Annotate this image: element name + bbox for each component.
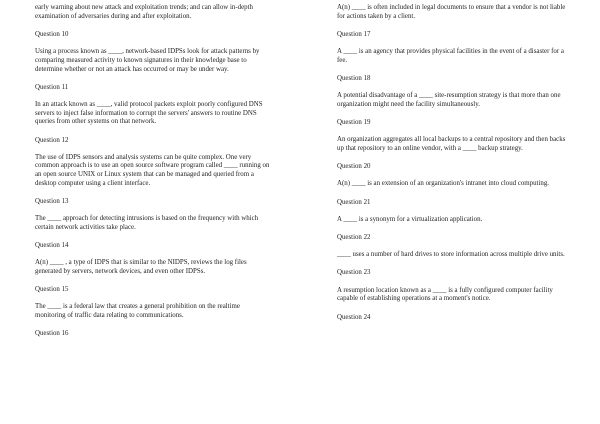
question-17-text: A ____ is an agency that provides physical facilities in the event of a disaster for a fee.: [337, 48, 564, 64]
question-14-heading: Question 14: [35, 242, 69, 250]
question-18-text: A potential disadvantage of a ____ site-resumption strategy is that more than one organization might need the facility simultaneously.: [337, 92, 561, 108]
question-11-heading: Question 11: [35, 83, 69, 91]
question-20-text: A(n) ____ is an extension of an organization's intranet into cloud computing.: [337, 180, 550, 188]
question-18-heading: Question 18: [337, 75, 371, 83]
question-24-heading: Question 24: [337, 313, 371, 321]
question-17-heading: Question 17: [337, 30, 371, 38]
question-12-text: The use of IDPS sensors and analysis systems can be quite complex. One very common approach is to use an open source software program called ____ running on an open source UNIX or Linux system that can be managed and queried from a desktop computer using a client interface.: [35, 153, 270, 187]
question-23-heading: Question 23: [337, 269, 371, 277]
question-22-heading: Question 22: [337, 234, 371, 242]
question-10-text: Using a process known as ____, network-based IDPSs look for attack patterns by comparing measured activity to known signatures in their knowledge base to determine whether or not an attack has occurred or may be under way.: [35, 48, 260, 73]
question-22-text: ____ uses a number of hard drives to store information across multiple drive units.: [337, 251, 565, 259]
question-15-heading: Question 15: [35, 286, 69, 294]
question-19-heading: Question 19: [337, 119, 371, 127]
question-16-text: A(n) ____ is often included in legal documents to ensure that a vendor is not liable for actions taken by a client.: [337, 4, 566, 20]
question-19-text: An organization aggregates all local backups to a central repository and then backs up that repository to an online vendor, with a ____ backup strategy.: [337, 136, 566, 153]
question-13-heading: Question 13: [35, 198, 69, 206]
question-12-heading: Question 12: [35, 136, 69, 144]
question-15-text: The ____ is a federal law that creates a general prohibition on the realtime monitoring of traffic data relating to communications.: [35, 303, 240, 320]
right-column: [337, 4, 573, 331]
question-14-text: A(n) ____ , a type of IDPS that is similar to the NIDPS, reviews the log files generated by servers, network devices, and even other IDPSs.: [35, 259, 247, 276]
question-21-text: A ____ is a synonym for a virtualization application.: [337, 215, 483, 223]
question-23-text: A resumption location known as a ____ is a fully configured computer facility capable of establishing operations at a moment's notice.: [337, 286, 553, 303]
question-11-text: In an attack known as ____, valid protocol packets exploit poorly configured DNS servers to inject false information to corrupt the servers' answers to routine DNS queries from other systems on that network.: [35, 100, 263, 126]
question-20-heading: Question 20: [337, 163, 371, 171]
question-10-heading: Question 10: [35, 30, 69, 38]
question-13-text: The ____ approach for detecting intrusions is based on the frequency with which certain network activities take place.: [35, 215, 259, 231]
question-21-heading: Question 21: [337, 198, 371, 206]
left-column: [35, 4, 271, 348]
question-16-heading: Question 16: [35, 330, 69, 338]
question-9-text-continued: early warning about new attack and exploitation trends; and can allow in-depth examination of adversaries during and after exploitation.: [35, 4, 253, 20]
